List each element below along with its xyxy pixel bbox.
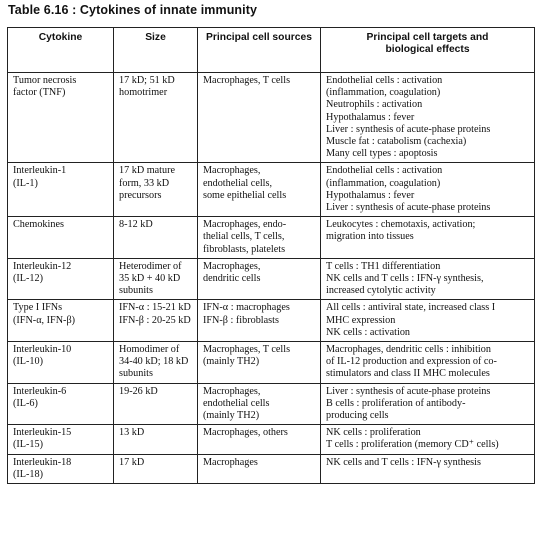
- cytokine-line: factor (TNF): [13, 87, 66, 99]
- cell-size: [114, 258, 198, 300]
- header-line: Principal cell targets and: [366, 32, 489, 43]
- effects-line: Liver : synthesis of acute-phase proteins: [326, 385, 491, 397]
- cell-size: [114, 163, 198, 217]
- effects-line: NK cells and T cells : IFN-γ synthesis,: [326, 273, 484, 285]
- cytokine-line: (IL-10): [13, 356, 43, 368]
- effects-line: B cells : proliferation of antibody-: [326, 397, 466, 409]
- effects-line: T cells : proliferation (memory CD⁺ cells): [326, 439, 499, 451]
- cell-size: [114, 300, 198, 342]
- cell-size: [114, 217, 198, 259]
- size-line: Heterodimer of: [119, 260, 182, 272]
- sources-line: endothelial cells: [203, 397, 270, 409]
- sources-line: Macrophages: [203, 456, 258, 468]
- size-line: IFN-α : 15-21 kD: [119, 302, 191, 314]
- size-line: 17 kD: [119, 456, 145, 468]
- table-row: [8, 73, 535, 163]
- sources-line: Macrophages, T cells: [203, 75, 291, 86]
- cell-cytokine: [8, 258, 114, 300]
- sources-line: thelial cells, T cells,: [203, 231, 285, 243]
- cell-effects: [321, 217, 535, 259]
- cytokine-line: (IL-6): [13, 397, 38, 409]
- cell-effects: [321, 163, 535, 217]
- effects-line: Liver : synthesis of acute-phase proteins: [326, 202, 491, 214]
- effects-line: Neutrophils : activation: [326, 99, 423, 111]
- cell-cytokine: [8, 73, 114, 163]
- effects-line: Endothelial cells : activation: [326, 75, 443, 86]
- cytokine-line: Interleukin-10: [13, 344, 72, 356]
- sources-line: endothelial cells,: [203, 177, 273, 189]
- cell-size: [114, 342, 198, 384]
- size-line: IFN-β : 20-25 kD: [119, 314, 191, 326]
- cytokine-line: Tumor necrosis: [13, 75, 77, 86]
- sources-line: fibroblasts, platelets: [203, 243, 286, 255]
- cell-sources: [198, 425, 321, 454]
- header-line: Principal cell sources: [206, 32, 312, 43]
- size-line: Homodimer of: [119, 344, 180, 356]
- cell-cytokine: [8, 163, 114, 217]
- cell-sources: [198, 383, 321, 425]
- cytokine-line: Interleukin-12: [13, 260, 72, 272]
- table-row: [8, 258, 535, 300]
- cell-cytokine: [8, 383, 114, 425]
- size-line: 35 kD + 40 kD: [119, 273, 181, 285]
- cell-cytokine: [8, 454, 114, 483]
- sources-line: dendritic cells: [203, 273, 261, 285]
- effects-line: NK cells : proliferation: [326, 427, 421, 439]
- cytokine-line: Interleukin-1: [13, 165, 67, 177]
- cell-sources: [198, 454, 321, 483]
- cell-cytokine: [8, 425, 114, 454]
- effects-line: stimulators and class II MHC molecules: [326, 368, 490, 380]
- size-line: homotrimer: [119, 87, 168, 99]
- table-body: [8, 73, 535, 484]
- cell-sources: [198, 300, 321, 342]
- cell-cytokine: [8, 300, 114, 342]
- cell-size: [114, 73, 198, 163]
- sources-line: some epithelial cells: [203, 189, 287, 201]
- sources-line: (mainly TH2): [203, 410, 260, 422]
- cell-effects: [321, 425, 535, 454]
- effects-line: Endothelial cells : activation: [326, 165, 443, 177]
- cytokine-line: (IL-15): [13, 439, 43, 451]
- size-line: 19-26 kD: [119, 385, 158, 397]
- size-line: 17 kD mature: [119, 165, 176, 177]
- cytokine-line: (IFN-α, IFN-β): [13, 314, 76, 326]
- size-line: subunits: [119, 285, 153, 297]
- cytokine-line: Interleukin-18: [13, 456, 72, 468]
- effects-line: (inflammation, coagulation): [326, 87, 441, 99]
- effects-line: producing cells: [326, 410, 389, 422]
- effects-line: T cells : TH1 differentiation: [326, 260, 441, 272]
- effects-line: increased cytolytic activity: [326, 285, 436, 297]
- effects-line: NK cells and T cells : IFN-γ synthesis: [326, 456, 481, 468]
- table-row: [8, 342, 535, 384]
- effects-line: Muscle fat : catabolism (cachexia): [326, 136, 467, 148]
- sources-line: Macrophages,: [203, 165, 261, 177]
- effects-line: NK cells : activation: [326, 326, 411, 338]
- cell-effects: [321, 300, 535, 342]
- effects-line: Hypothalamus : fever: [326, 111, 415, 123]
- sources-line: Macrophages,: [203, 385, 261, 397]
- cell-effects: [321, 383, 535, 425]
- cytokine-line: (IL-1): [13, 177, 38, 189]
- effects-line: Liver : synthesis of acute-phase proteins: [326, 123, 491, 135]
- sources-line: Macrophages, endo-: [203, 219, 287, 231]
- sources-line: (mainly TH2): [203, 356, 260, 368]
- header-line: Cytokine: [38, 32, 83, 43]
- size-line: subunits: [119, 368, 153, 380]
- cell-sources: [198, 163, 321, 217]
- cell-sources: [198, 217, 321, 259]
- sources-line: Macrophages, T cells: [203, 344, 291, 356]
- table-row: [8, 425, 535, 454]
- effects-line: Hypothalamus : fever: [326, 189, 415, 201]
- effects-line: migration into tissues: [326, 231, 414, 243]
- cytokine-line: Interleukin-15: [13, 427, 72, 439]
- effects-line: (inflammation, coagulation): [326, 177, 441, 189]
- cell-size: [114, 425, 198, 454]
- table-title: Table 6.16 : Cytokines of innate immunity: [8, 3, 258, 17]
- header-size: [114, 28, 198, 73]
- size-line: precursors: [119, 189, 162, 201]
- cell-size: [114, 383, 198, 425]
- cell-sources: [198, 258, 321, 300]
- header-line: Size: [145, 32, 166, 43]
- effects-line: Leukocytes : chemotaxis, activation;: [326, 219, 476, 231]
- header-row: [8, 28, 535, 73]
- size-line: 34-40 kD; 18 kD: [119, 356, 189, 368]
- header-effects: [321, 28, 535, 73]
- cytokine-line: Type I IFNs: [13, 302, 63, 314]
- cell-effects: [321, 73, 535, 163]
- size-line: form, 33 kD: [119, 177, 170, 189]
- cell-sources: [198, 73, 321, 163]
- cytokine-line: Interleukin-6: [13, 385, 67, 397]
- cell-cytokine: [8, 342, 114, 384]
- cell-effects: [321, 342, 535, 384]
- cytokine-line: (IL-12): [13, 273, 43, 285]
- effects-line: Macrophages, dendritic cells : inhibition: [326, 344, 491, 356]
- header-sources: [198, 28, 321, 73]
- cell-effects: [321, 454, 535, 483]
- cell-cytokine: [8, 217, 114, 259]
- table-row: [8, 217, 535, 259]
- table-row: [8, 163, 535, 217]
- cytokines-table: [7, 27, 535, 484]
- effects-line: Many cell types : apoptosis: [326, 148, 438, 160]
- effects-line: MHC expression: [326, 314, 396, 326]
- header-line: biological effects: [385, 44, 470, 56]
- cell-sources: [198, 342, 321, 384]
- header-cytokine: [8, 28, 114, 73]
- sources-line: Macrophages,: [203, 260, 261, 272]
- size-line: 17 kD; 51 kD: [119, 75, 175, 86]
- size-line: 8-12 kD: [119, 219, 153, 231]
- cytokine-line: Chemokines: [13, 219, 64, 231]
- cytokine-line: (IL-18): [13, 468, 43, 480]
- sources-line: Macrophages, others: [203, 427, 288, 439]
- size-line: 13 kD: [119, 427, 145, 439]
- table-row: [8, 383, 535, 425]
- sources-line: IFN-α : macrophages: [203, 302, 290, 314]
- effects-line: of IL-12 production and expression of co-: [326, 356, 497, 368]
- cell-effects: [321, 258, 535, 300]
- effects-line: All cells : antiviral state, increased class I: [326, 302, 496, 314]
- cell-size: [114, 454, 198, 483]
- sources-line: IFN-β : fibroblasts: [203, 314, 279, 326]
- table-row: [8, 454, 535, 483]
- table-row: [8, 300, 535, 342]
